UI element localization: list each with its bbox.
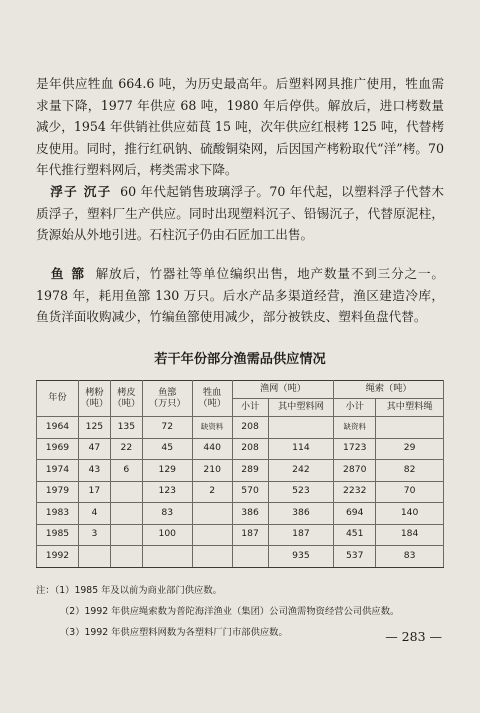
table-cell	[192, 546, 232, 568]
table-cell: 242	[268, 460, 334, 482]
paragraph-floats-sinkers	[36, 181, 444, 246]
table-cell	[232, 546, 268, 568]
paragraph-text: 60 年代起销售玻璃浮子。70 年代起，以塑料浮子代替木质浮子，塑料厂生产供应。同时出现塑料沉子、铅锡沉子，代替原泥柱，货源始从外地引进。石柱沉子仍由石匠加工出售。	[36, 184, 444, 242]
header-plastic-net: 其中塑料网	[268, 399, 334, 417]
table-cell: 440	[192, 438, 232, 460]
note-1: 注：（1）1985 年及以前为商业部门供应数。	[36, 585, 222, 596]
paragraph-text: 解放后，竹器社等单位编织出售，地产数量不到三分之一。1978 年，耗用鱼篰 130 万只。后水产品多渠道经营，渔区建造冷库，鱼货洋面收购减少，竹编鱼篰使用减少，部分被铁皮、塑料鱼盘代替。	[36, 266, 445, 324]
table-cell: 208	[232, 438, 268, 460]
table-row	[37, 503, 444, 525]
table-cell: 72	[142, 417, 192, 439]
table-cell: 140	[376, 503, 444, 525]
table-cell: 3	[78, 524, 110, 546]
header-plastic-rope: 其中塑料绳	[376, 399, 444, 417]
section-heading-floats: 浮子 沉子	[50, 184, 112, 199]
supply-table	[36, 380, 444, 568]
table-cell: 2	[192, 481, 232, 503]
table-cell: 694	[334, 503, 376, 525]
table-cell: 1723	[334, 438, 376, 460]
table-row	[37, 481, 444, 503]
table-cell: 70	[376, 481, 444, 503]
table-cell: 29	[376, 438, 444, 460]
paragraph-blood-tannin	[36, 73, 444, 181]
header-year: 年份	[37, 381, 79, 417]
header-shengxue: 牲血 （吨）	[192, 381, 232, 417]
table-cell	[110, 524, 142, 546]
table-cell: 208	[232, 417, 268, 439]
paragraph-fish-baskets	[36, 263, 444, 328]
table-cell: 451	[334, 524, 376, 546]
table-cell	[142, 546, 192, 568]
table-cell: 523	[268, 481, 334, 503]
page-number: — 283 —	[385, 629, 442, 644]
table-cell	[192, 524, 232, 546]
table-cell: 125	[78, 417, 110, 439]
table-cell	[110, 503, 142, 525]
cell-year: 1969	[37, 438, 79, 460]
paragraph-text: 是年供应牲血 664.6 吨，为历史最高年。后塑料网具推广使用，牲血需求量下降，1977 年供应 68 吨，1980 年后停供。解放后，进口栲数量减少，1954 年供销社供应茹茛 15 吨，次年供应红根栲 125 吨，代替栲皮使用。同时，推行红矾钠、硫酸铜染网，后因国产栲粉取代“洋”栲。70 年代推行塑料网后，栲类需求下降。	[36, 76, 444, 177]
table-cell	[78, 546, 110, 568]
table-row	[37, 546, 444, 568]
table-row	[37, 524, 444, 546]
table-cell: 935	[268, 546, 334, 568]
table-cell: 289	[232, 460, 268, 482]
header-kaofen: 栲粉 （吨）	[78, 381, 110, 417]
table-cell: 83	[142, 503, 192, 525]
table-cell: 386	[232, 503, 268, 525]
table-cell: 187	[268, 524, 334, 546]
table-cell: 129	[142, 460, 192, 482]
table-cell: 537	[334, 546, 376, 568]
table-cell: 22	[110, 438, 142, 460]
table-row	[37, 438, 444, 460]
note-2: （2）1992 年供应绳索数为普陀海洋渔业（集团）公司渔需物资经营公司供应数。	[60, 606, 400, 617]
note-3: （3）1992 年供应塑料网数为各塑料厂门市部供应数。	[60, 627, 288, 638]
table-row	[37, 460, 444, 482]
table-cell: 123	[142, 481, 192, 503]
table-cell: 43	[78, 460, 110, 482]
table-cell: 83	[376, 546, 444, 568]
table-cell	[376, 417, 444, 439]
header-rope-subtotal: 小计	[334, 399, 376, 417]
table-cell: 135	[110, 417, 142, 439]
table-cell: 4	[78, 503, 110, 525]
table-cell: 82	[376, 460, 444, 482]
table-cell: 187	[232, 524, 268, 546]
table-cell: 100	[142, 524, 192, 546]
table-cell	[110, 546, 142, 568]
table-cell: 184	[376, 524, 444, 546]
section-heading-baskets: 鱼 篰	[50, 266, 86, 281]
table-cell: 386	[268, 503, 334, 525]
table-cell: 2232	[334, 481, 376, 503]
cell-year: 1985	[37, 524, 79, 546]
table-cell	[192, 503, 232, 525]
table-cell: 45	[142, 438, 192, 460]
cell-year: 1992	[37, 546, 79, 568]
table-cell: 570	[232, 481, 268, 503]
header-yubu: 鱼篰 （万只）	[142, 381, 192, 417]
header-kaopi: 栲皮 （吨）	[110, 381, 142, 417]
cell-year: 1974	[37, 460, 79, 482]
table-title: 若干年份部分渔需品供应情况	[154, 352, 326, 367]
table-cell: 6	[110, 460, 142, 482]
table-row	[37, 417, 444, 439]
table-cell	[110, 481, 142, 503]
table-cell	[268, 417, 334, 439]
table-cell: 210	[192, 460, 232, 482]
header-yuwang: 渔网（吨）	[232, 381, 334, 399]
table-cell: 缺资料	[334, 417, 376, 439]
table-cell: 17	[78, 481, 110, 503]
table-cell: 114	[268, 438, 334, 460]
cell-year: 1979	[37, 481, 79, 503]
header-net-subtotal: 小计	[232, 399, 268, 417]
cell-year: 1964	[37, 417, 79, 439]
cell-year: 1983	[37, 503, 79, 525]
table-cell: 47	[78, 438, 110, 460]
header-shengsuo: 绳索（吨）	[334, 381, 444, 399]
table-cell: 缺资料	[192, 417, 232, 439]
table-cell: 2870	[334, 460, 376, 482]
